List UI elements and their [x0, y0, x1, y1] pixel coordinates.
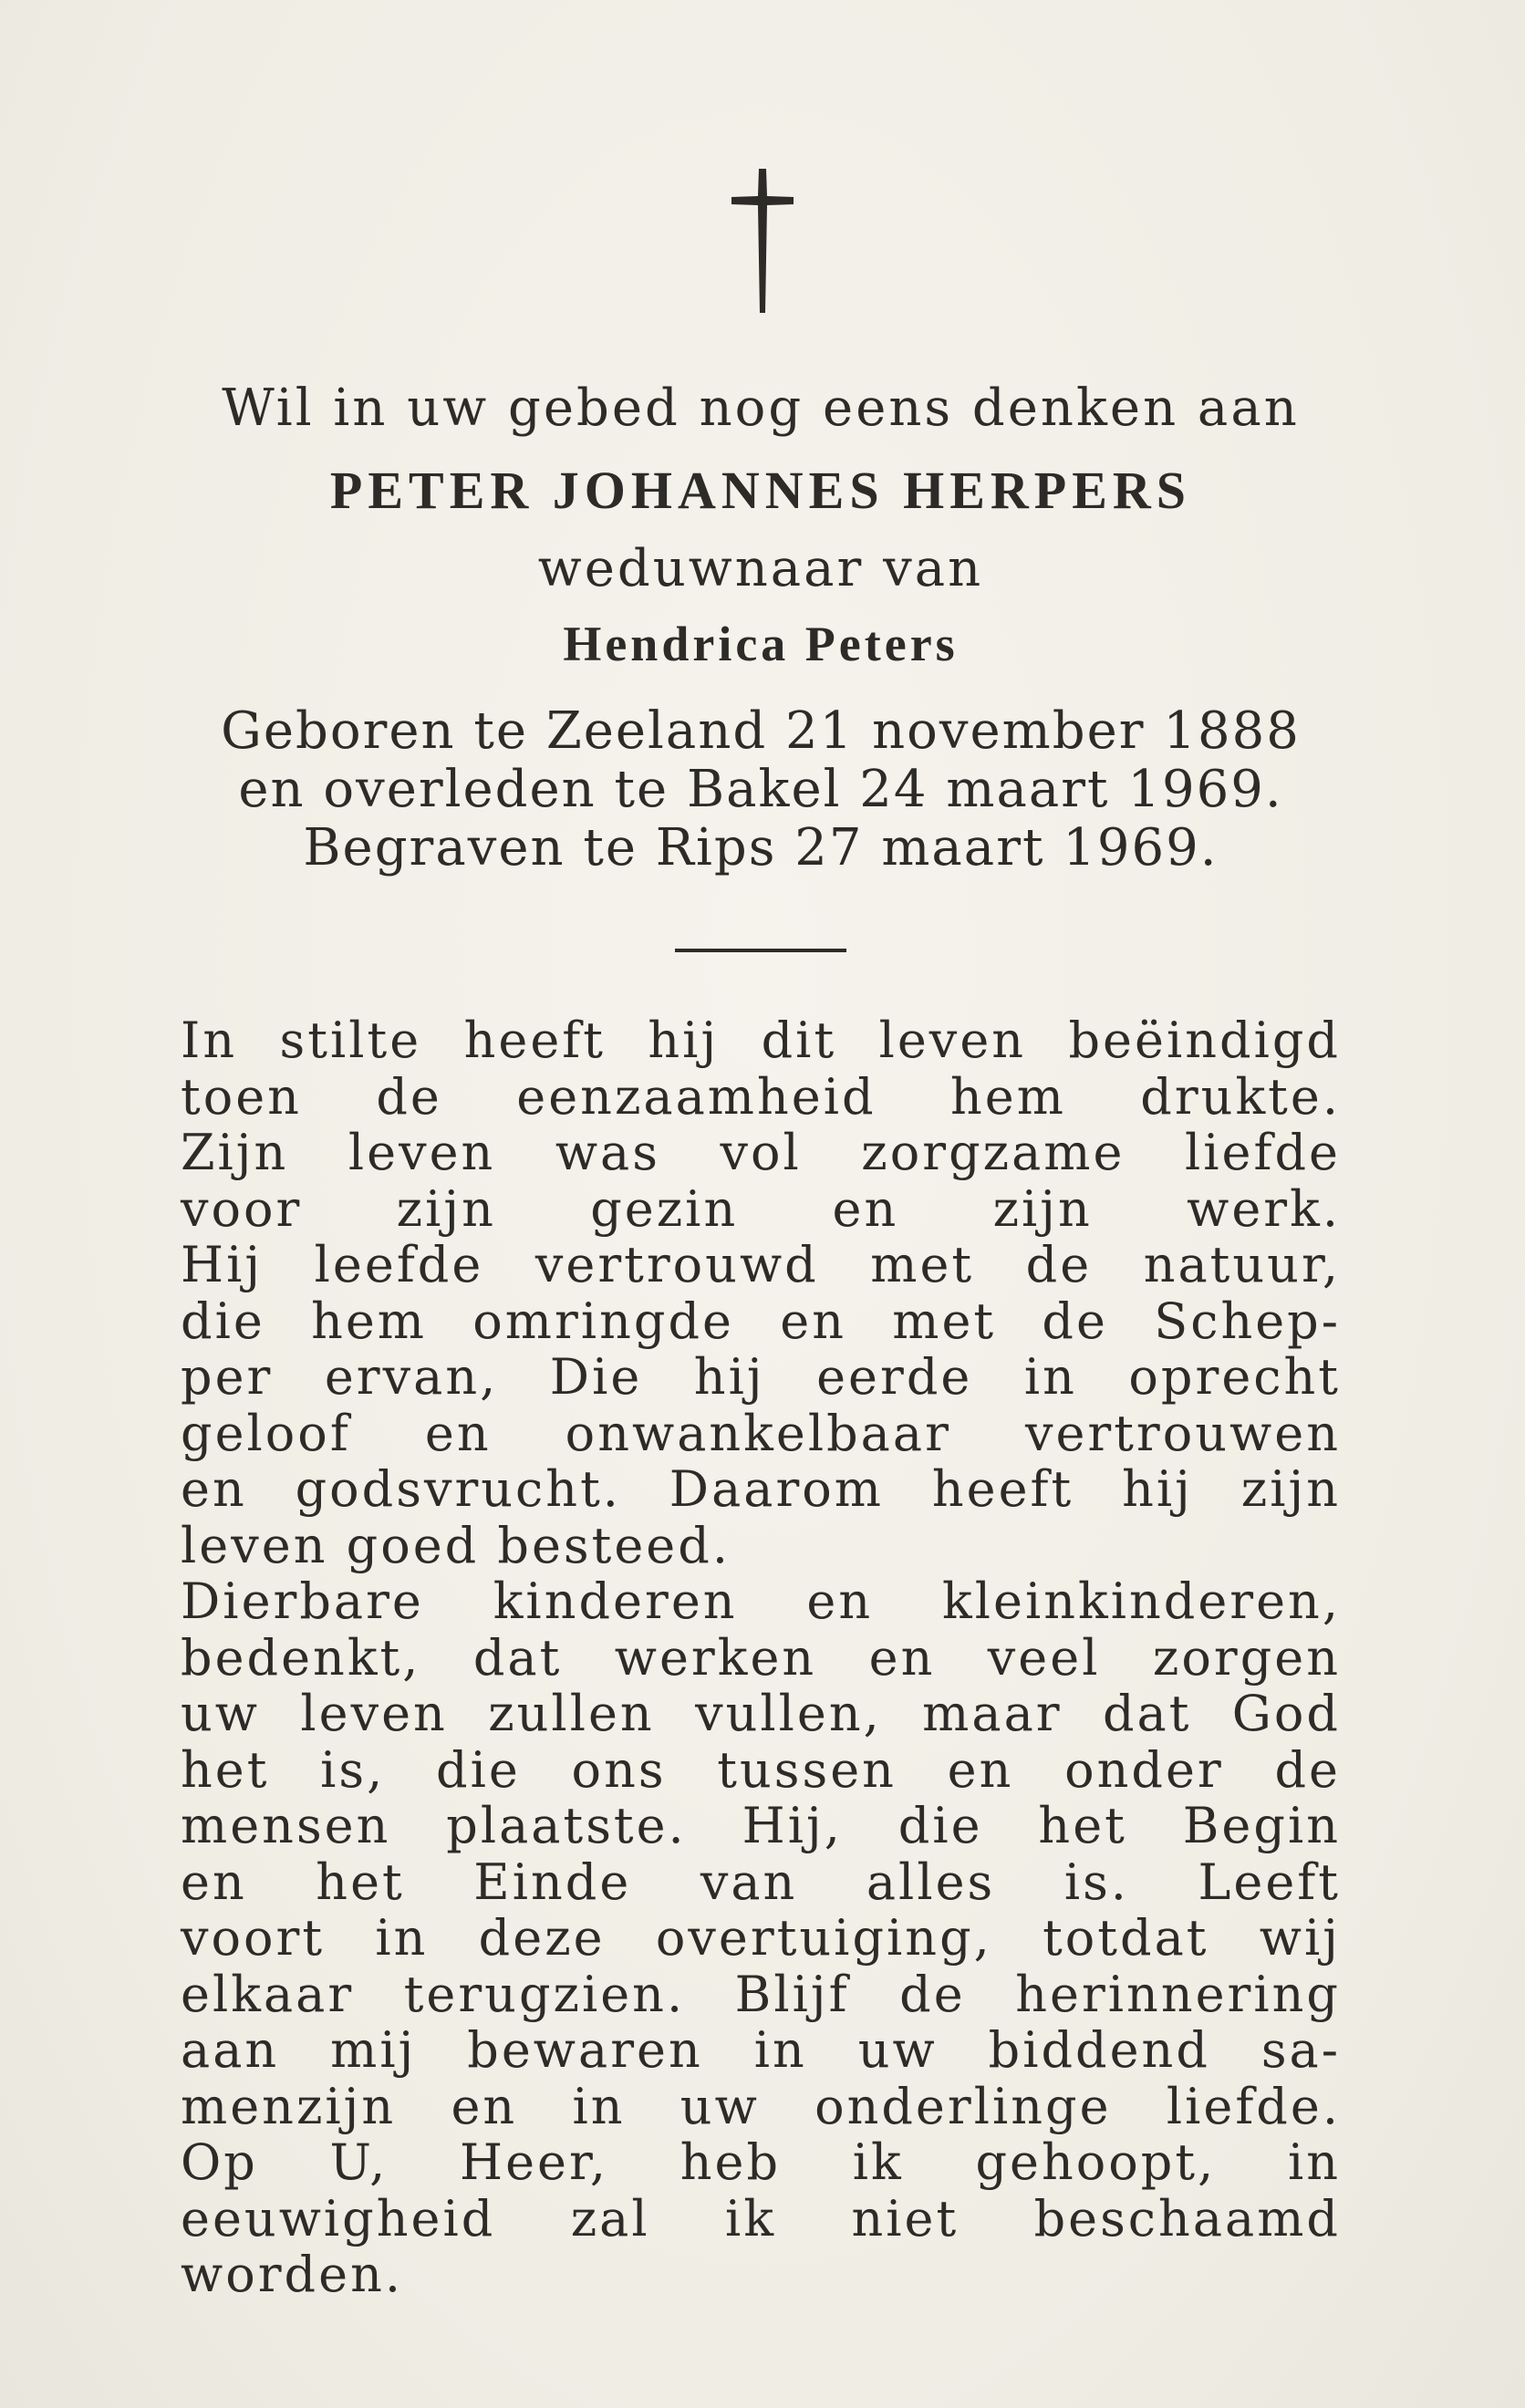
poem-line: het is, die ons tussen en onder de [181, 1740, 1341, 1799]
poem-line: In stilte heeft hij dit leven beëindigd [181, 1012, 1341, 1069]
poem-line: en godsvrucht. Daarom heeft hij zijn [181, 1460, 1341, 1518]
poem-line: leven goed besteed. [181, 1516, 731, 1574]
cross-icon [730, 169, 795, 315]
relation-text: weduwnaar van [537, 539, 984, 598]
birth-line: Geboren te Zeeland 21 november 1888 [221, 701, 1301, 761]
poem-line: mensen plaatste. Hij, die het Begin [181, 1797, 1341, 1854]
dates-block [181, 702, 1341, 877]
poem-line: Dierbare kinderen en kleinkinderen, [181, 1572, 1341, 1630]
poem-line: Hij leefde vertrouwd met de natuur, [181, 1236, 1341, 1293]
burial-line: Begraven te Rips 27 maart 1969. [303, 818, 1219, 877]
poem-line: geloof en onwankelbaar vertrouwen [181, 1404, 1341, 1462]
poem-line: per ervan, Die hij eerde in oprecht [181, 1348, 1341, 1406]
poem-line: eeuwigheid zal ik niet beschaamd [181, 2189, 1341, 2247]
poem-line: die hem omringde en met de Schep- [181, 1292, 1341, 1350]
poem-line: elkaar terugzien. Blijf de herinnering [181, 1965, 1341, 2023]
cross-container [0, 169, 1525, 315]
poem-line: voor zijn gezin en zijn werk. [181, 1179, 1341, 1238]
poem-line: en het Einde van alles is. Leeft [181, 1853, 1341, 1911]
poem-line: worden. [181, 2246, 404, 2303]
card-content [181, 374, 1341, 2303]
intro-text: Wil in uw gebed nog eens denken aan [222, 379, 1300, 438]
poem-line: Op U, Heer, heb ik gehoopt, in [181, 2133, 1341, 2191]
death-line: en overleden te Bakel 24 maart 1969. [238, 760, 1283, 819]
poem-block [181, 1012, 1341, 2303]
poem-line: aan mij bewaren in uw biddend sa- [181, 2021, 1341, 2079]
poem-line: Zijn leven was vol zorgzame liefde [181, 1124, 1341, 1181]
deceased-name: PETER JOHANNES HERPERS [329, 461, 1192, 520]
poem-line: bedenkt, dat werken en veel zorgen [181, 1628, 1341, 1687]
poem-line: menzijn en in uw onderlinge liefde. [181, 2077, 1341, 2135]
divider-line [675, 949, 846, 952]
spouse-name: Hendrica Peters [563, 617, 959, 671]
poem-line: toen de eenzaamheid hem drukte. [181, 1067, 1341, 1126]
poem-line: uw leven zullen vullen, maar dat God [181, 1685, 1341, 1742]
poem-line: voort in deze overtuiging, totdat wij [181, 1909, 1341, 1967]
